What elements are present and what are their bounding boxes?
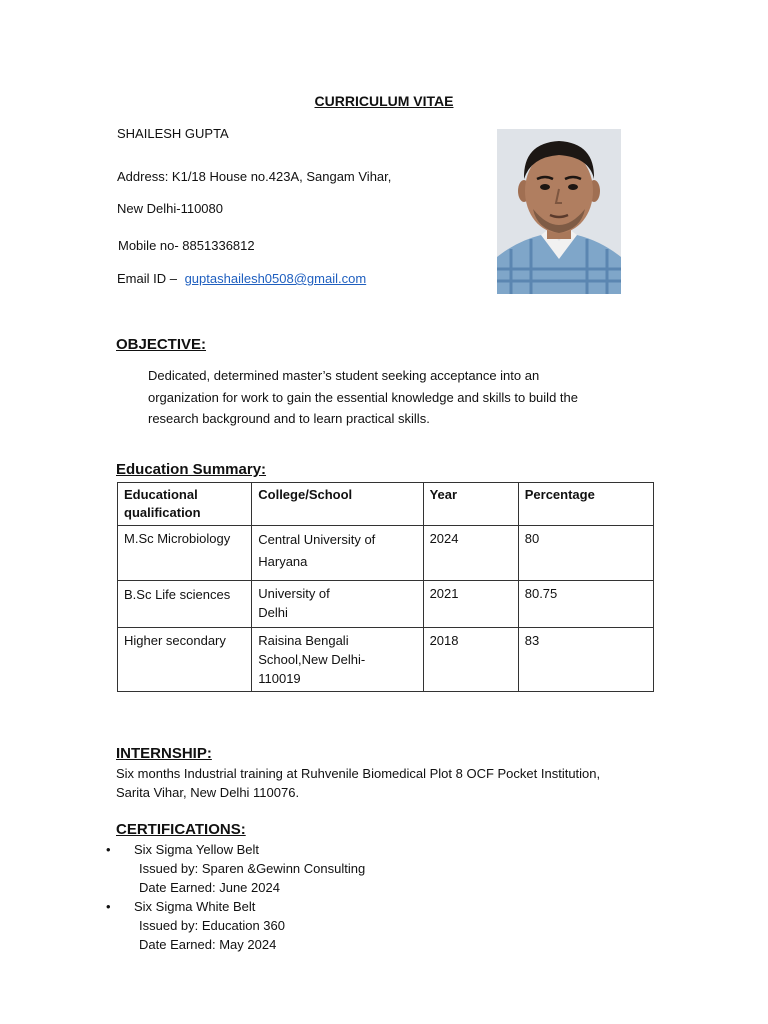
- internship-heading: INTERNSHIP:: [116, 745, 212, 762]
- table-cell: Raisina Bengali School,New Delhi- 110019: [252, 628, 423, 692]
- table-cell: 2021: [423, 581, 518, 628]
- education-table: [117, 482, 654, 692]
- certification-issuer: Issued by: Education 360: [139, 918, 285, 933]
- bullet-icon: •: [106, 899, 111, 914]
- page-title: CURRICULUM VITAE: [314, 93, 454, 109]
- address-line-1: Address: K1/18 House no.423A, Sangam Vihar,: [117, 169, 392, 184]
- email-row: [117, 271, 366, 286]
- column-header-qualification: Educational qualification: [118, 483, 252, 526]
- objective-heading: OBJECTIVE:: [116, 336, 207, 353]
- certification-name: Six Sigma White Belt: [134, 899, 256, 914]
- bullet-icon: •: [106, 842, 111, 857]
- table-row: [118, 526, 654, 581]
- column-header-percentage: Percentage: [518, 483, 653, 526]
- table-cell: University of Delhi: [252, 581, 423, 628]
- internship-line-1: Six months Industrial training at Ruhvenile Biomedical Plot 8 OCF Pocket Institution,: [116, 766, 601, 781]
- column-header-year: Year: [423, 483, 518, 526]
- table-row: [118, 628, 654, 692]
- internship-line-2: Sarita Vihar, New Delhi 110076.: [116, 785, 300, 800]
- table-cell: M.Sc Microbiology: [118, 526, 252, 581]
- table-cell: 80: [518, 526, 653, 581]
- education-heading: Education Summary:: [116, 461, 267, 478]
- email-label: Email ID –: [117, 271, 181, 286]
- certification-issuer: Issued by: Sparen &Gewinn Consulting: [139, 861, 366, 876]
- email-link[interactable]: guptashailesh0508@gmail.com: [184, 271, 367, 286]
- table-cell: 2018: [423, 628, 518, 692]
- certification-date: Date Earned: May 2024: [139, 937, 277, 952]
- table-row: [118, 581, 654, 628]
- table-cell: Higher secondary: [118, 628, 252, 692]
- table-cell: 83: [518, 628, 653, 692]
- objective-line-1: Dedicated, determined master’s student seeking acceptance into an: [148, 368, 540, 383]
- profile-photo-image: [497, 129, 621, 294]
- table-cell: Central University of Haryana: [252, 526, 423, 581]
- objective-line-3: research background and to learn practical skills.: [148, 411, 430, 426]
- table-cell: B.Sc Life sciences: [118, 581, 252, 628]
- table-cell: 80.75: [518, 581, 653, 628]
- certification-date: Date Earned: June 2024: [139, 880, 280, 895]
- certifications-heading: CERTIFICATIONS:: [116, 821, 246, 838]
- mobile-number: Mobile no- 8851336812: [118, 238, 255, 253]
- profile-photo: [497, 129, 621, 294]
- table-header-row: [118, 483, 654, 526]
- candidate-name: SHAILESH GUPTA: [117, 126, 229, 141]
- certification-name: Six Sigma Yellow Belt: [134, 842, 260, 857]
- objective-line-2: organization for work to gain the essential knowledge and skills to build the: [148, 390, 578, 405]
- column-header-college: College/School: [252, 483, 423, 526]
- address-line-2: New Delhi-110080: [117, 201, 223, 216]
- table-cell: 2024: [423, 526, 518, 581]
